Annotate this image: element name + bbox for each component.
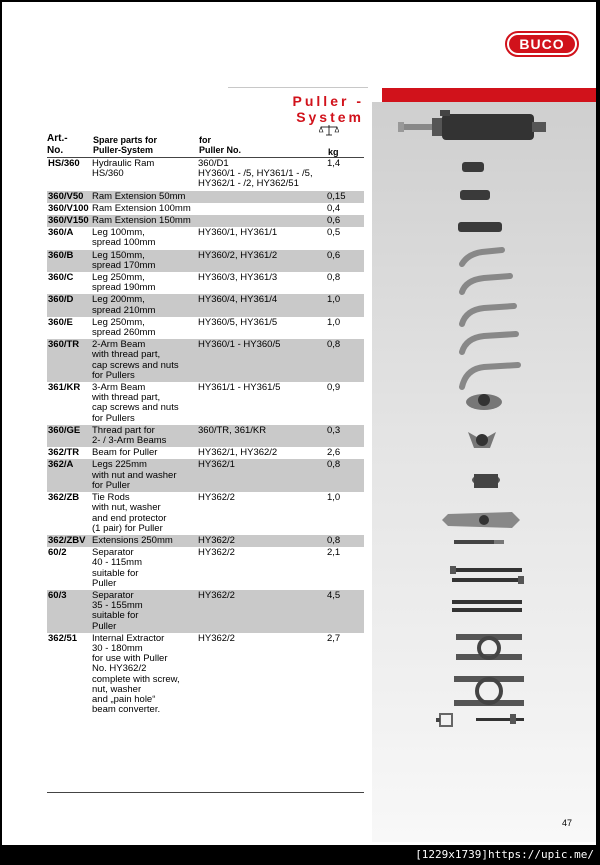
weight-cell: 0,8 <box>327 339 364 382</box>
table-row <box>47 425 364 447</box>
art-no-cell: 360/TR <box>47 339 92 382</box>
table-row <box>47 317 364 339</box>
parts-table <box>47 158 364 716</box>
art-no-cell: HS/360 <box>48 158 80 169</box>
weight-cell: 0,9 <box>327 382 341 394</box>
separator-60-2-icon <box>456 634 522 660</box>
table-row <box>47 272 364 294</box>
description-cell: 2-Arm Beam with thread part, cap screws and nuts for Pullers <box>92 339 198 382</box>
art-no-cell: 362/ZBV <box>47 535 92 547</box>
puller-no-cell: HY360/1 - HY360/5 <box>198 339 327 382</box>
table-row <box>47 203 364 215</box>
weight-cell: 0,8 <box>327 272 341 284</box>
art-no-cell: 360/C <box>48 272 74 284</box>
red-accent-bar <box>382 88 596 102</box>
art-no-cell: 60/2 <box>48 547 67 559</box>
header-kg: kg <box>328 147 339 157</box>
puller-no-cell: HY362/2 <box>198 535 327 547</box>
description-cell: Internal Extractor 30 - 180mm for use with Puller No. HY362/2 complete with screw, nut, washer and „pain hole“ beam converter. <box>92 632 180 716</box>
ram-extension-100-icon <box>460 190 490 200</box>
puller-no-cell <box>198 215 327 227</box>
puller-no-cell <box>198 191 327 203</box>
puller-no-cell: HY362/1, HY362/2 <box>198 447 278 459</box>
art-no-cell: 360/GE <box>47 425 92 447</box>
table-row <box>47 227 364 249</box>
description-cell: Separator 35 - 155mm suitable for Puller <box>92 590 198 633</box>
image-source-label: [1229x1739]https://upic.me/ <box>415 848 594 861</box>
table-row <box>47 633 364 717</box>
description-cell: Ram Extension 100mm <box>92 202 191 214</box>
art-no-cell: 360/D <box>47 294 92 316</box>
puller-no-cell <box>198 203 327 215</box>
description-cell: Leg 150mm, spread 170mm <box>92 250 198 272</box>
art-no-cell: 60/3 <box>47 590 92 633</box>
weight-cell: 1,0 <box>327 492 341 504</box>
table-row <box>47 339 364 382</box>
table-row <box>47 250 364 272</box>
description-cell: Hydraulic Ram HS/360 <box>92 158 155 180</box>
art-no-cell: 360/E <box>48 316 73 328</box>
art-no-cell: 362/TR <box>48 447 80 459</box>
legs-225-icon <box>454 540 504 544</box>
weight-cell: 0,6 <box>327 250 364 272</box>
buco-logo <box>505 31 579 57</box>
puller-no-cell: HY360/1, HY361/1 <box>198 227 278 239</box>
description-cell: Legs 225mm with nut and washer for Puller <box>92 459 198 492</box>
catalog-page <box>2 2 596 845</box>
weight-cell: 1,0 <box>327 294 364 316</box>
extensions-250-icon <box>452 600 522 612</box>
beam-for-puller-icon <box>442 512 520 528</box>
weight-cell: 2,6 <box>327 447 341 459</box>
description-cell: Leg 250mm, spread 190mm <box>92 272 156 294</box>
art-no-cell: 360/A <box>48 227 74 239</box>
description-cell: Ram Extension 150mm <box>92 215 198 227</box>
puller-no-cell: HY362/2 <box>198 547 235 559</box>
table-row <box>47 158 364 191</box>
art-no-cell: 360/V50 <box>47 191 92 203</box>
table-row <box>47 459 364 492</box>
header-art-no: Art.- No. <box>47 133 68 156</box>
tie-rods-icon <box>450 566 524 584</box>
puller-no-cell: HY360/3, HY361/3 <box>198 272 278 284</box>
description-cell: Tie Rods with nut, washer and end protector (1 pair) for Puller <box>92 492 167 534</box>
weight-cell: 1,4 <box>327 158 341 169</box>
weight-cell: 0,3 <box>327 425 364 447</box>
art-no-cell: 362/ZB <box>48 492 80 504</box>
puller-no-cell: HY360/5, HY361/5 <box>198 316 278 328</box>
description-cell: Leg 100mm, spread 100mm <box>92 227 156 249</box>
puller-no-cell: HY362/2 <box>198 492 235 504</box>
description-cell: Beam for Puller <box>92 447 158 459</box>
table-row <box>47 215 364 227</box>
art-no-cell: 360/V100 <box>48 202 89 214</box>
product-illustrations <box>372 102 596 842</box>
puller-no-cell: 360/TR, 361/KR <box>198 425 327 447</box>
weight-cell: 0,4 <box>327 202 341 214</box>
art-no-cell: 360/B <box>47 250 92 272</box>
header-spare-parts: Spare parts for Puller-System <box>93 135 158 155</box>
ram-extension-150-icon <box>458 222 502 232</box>
puller-no-cell: HY360/4, HY361/4 <box>198 294 327 316</box>
description-cell: Separator 40 - 115mm suitable for Puller <box>92 547 142 589</box>
two-arm-beam-icon <box>466 394 502 410</box>
puller-no-cell: HY362/1 <box>198 459 327 492</box>
description-cell: Leg 250mm, spread 260mm <box>92 316 156 339</box>
puller-no-cell: HY362/2 <box>198 632 235 644</box>
puller-no-cell: HY362/2 <box>198 590 327 633</box>
art-no-cell: 362/51 <box>48 632 78 644</box>
internal-extractor-icon <box>436 714 524 726</box>
leg-icons <box>462 250 518 387</box>
table-row <box>47 294 364 316</box>
weight-cell: 0,8 <box>327 459 364 492</box>
header-for-puller: for Puller No. <box>199 135 242 155</box>
table-row <box>47 590 364 633</box>
table-row <box>47 547 364 590</box>
table-row <box>47 191 364 203</box>
weight-cell: 1,0 <box>327 316 341 328</box>
description-cell: Ram Extension 50mm <box>92 191 198 203</box>
description-cell: Extensions 250mm <box>92 535 198 547</box>
scale-icon <box>319 124 339 136</box>
weight-cell: 4,5 <box>327 590 364 633</box>
table-row <box>47 382 364 425</box>
puller-no-cell: HY360/2, HY361/2 <box>198 250 327 272</box>
hydraulic-ram-icon <box>398 110 546 140</box>
thread-part-icon <box>472 474 500 488</box>
art-no-cell: 360/V150 <box>47 215 92 227</box>
three-arm-beam-icon <box>468 432 496 448</box>
table-row <box>47 535 364 547</box>
table-row <box>47 447 364 459</box>
puller-no-cell: 360/D1 HY360/1 - /5, HY361/1 - /5, HY362/1 - /2, HY362/51 <box>198 158 313 190</box>
separator-60-3-icon <box>454 676 524 706</box>
table-row <box>47 492 364 535</box>
description-cell: Thread part for 2- / 3-Arm Beams <box>92 425 198 447</box>
title-rule <box>228 87 368 88</box>
weight-cell: 0,15 <box>327 191 364 203</box>
art-no-cell: 361/KR <box>48 382 81 394</box>
weight-cell: 0,5 <box>327 227 341 239</box>
description-cell: Leg 200mm, spread 210mm <box>92 294 198 316</box>
puller-no-cell: HY361/1 - HY361/5 <box>198 382 281 394</box>
weight-cell: 0,8 <box>327 535 364 547</box>
art-no-cell: 362/A <box>47 459 92 492</box>
weight-cell: 2,1 <box>327 547 341 559</box>
table-bottom-rule <box>47 792 364 793</box>
section-title: Puller - System <box>292 93 364 125</box>
weight-cell: 0,6 <box>327 215 364 227</box>
logo-text: BUCO <box>509 35 575 53</box>
weight-cell: 2,7 <box>327 632 341 644</box>
ram-extension-50-icon <box>462 162 484 172</box>
page-number: 47 <box>562 818 573 828</box>
description-cell: 3-Arm Beam with thread part, cap screws and nuts for Pullers <box>92 382 179 424</box>
